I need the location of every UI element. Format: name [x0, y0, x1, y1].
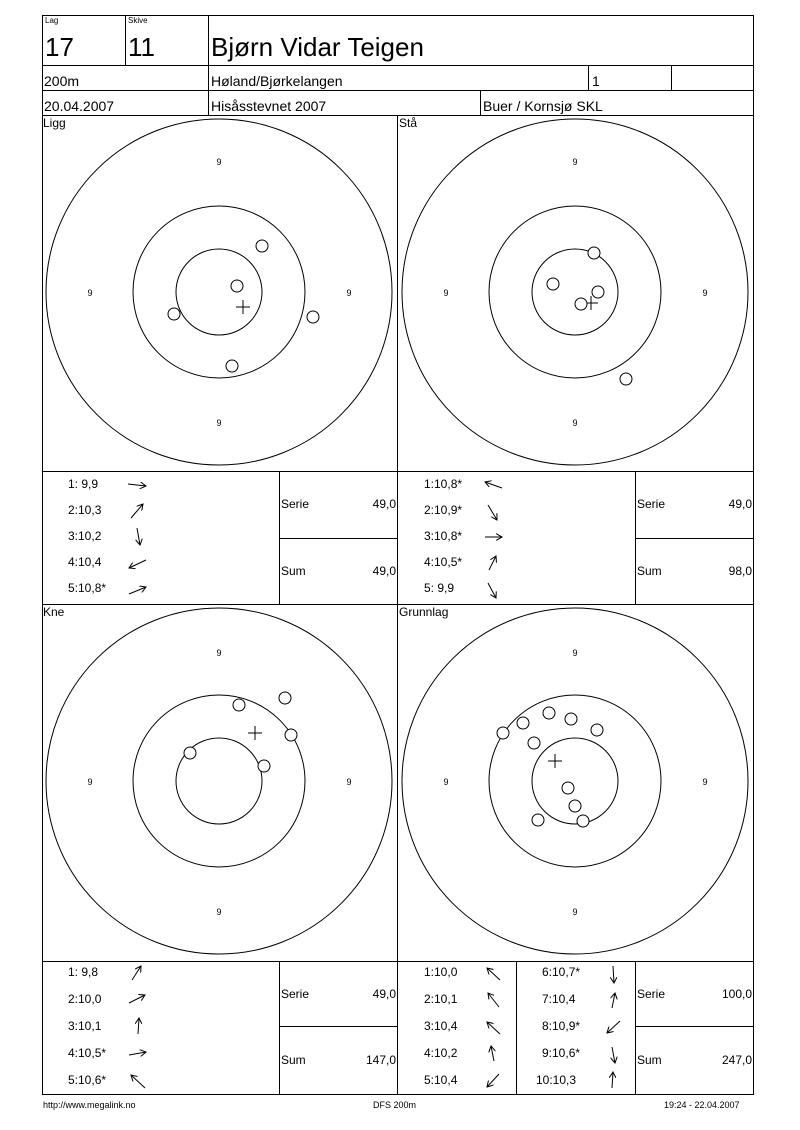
north-arrow	[612, 993, 615, 1008]
serie-value: 49,0	[372, 497, 396, 511]
serie-value: 49,0	[728, 497, 752, 511]
shot-score: 4:10,5*	[68, 1046, 107, 1060]
east-arrow	[128, 484, 146, 486]
shot-score: 8:10,9*	[542, 1019, 581, 1033]
shot-score: 1: 9,8	[68, 965, 99, 979]
ring-label: 9	[572, 157, 578, 167]
footer-printed: 19:24 - 22.04.2007	[664, 1100, 740, 1110]
sum-value: 49,0	[372, 564, 396, 578]
serie-label: Serie	[637, 987, 666, 1001]
club: Høland/Bjørkelangen	[211, 73, 343, 89]
sum-value: 247,0	[721, 1053, 752, 1067]
shot-score: 3:10,8*	[424, 529, 463, 543]
event-name: Hisåsstevnet 2007	[211, 98, 327, 114]
sum-label: Sum	[637, 1053, 662, 1067]
northeast-arrow	[132, 966, 141, 980]
ring-label: 9	[443, 288, 449, 298]
distance: 200m	[44, 73, 80, 89]
ring-label: 9	[87, 777, 93, 787]
shot-score: 5: 9,9	[424, 581, 455, 595]
skive-value: 11	[128, 32, 155, 62]
position-title: Grunnlag	[399, 605, 449, 619]
ring-label: 9	[87, 288, 93, 298]
serie-value: 49,0	[372, 987, 396, 1001]
northeast-arrow	[489, 556, 496, 570]
east-northeast-arrow	[129, 995, 145, 1003]
shot-score: 2:10,0	[68, 992, 102, 1006]
shot-score: 10:10,3	[536, 1073, 577, 1087]
ring-label: 9	[216, 648, 222, 658]
east-arrow	[129, 1052, 146, 1055]
north-arrow	[491, 1046, 494, 1061]
south-arrow	[137, 528, 140, 545]
ring-label: 9	[216, 907, 222, 917]
sum-label: Sum	[281, 564, 306, 578]
north-arrow	[612, 1072, 613, 1088]
sum-value: 147,0	[365, 1053, 396, 1067]
shot-score: 2:10,1	[424, 992, 458, 1006]
lag-label: Lag	[45, 16, 59, 25]
east-northeast-arrow	[129, 587, 146, 594]
ring-label: 9	[346, 288, 352, 298]
shot-score: 4:10,4	[68, 555, 102, 569]
shot-score: 2:10,9*	[424, 503, 463, 517]
southwest-arrow	[607, 1021, 620, 1033]
shot-score: 3:10,1	[68, 1019, 102, 1033]
ring-label: 9	[216, 418, 222, 428]
range-name: Buer / Kornsjø SKL	[483, 98, 603, 114]
serie-label: Serie	[281, 987, 310, 1001]
ring-label: 9	[443, 777, 449, 787]
ring-label: 9	[572, 648, 578, 658]
serie-value: 100,0	[721, 987, 752, 1001]
sum-value: 98,0	[728, 564, 752, 578]
footer-url[interactable]: http://www.megalink.no	[43, 1100, 136, 1110]
shot-score: 3:10,2	[68, 529, 102, 543]
southeast-arrow	[488, 505, 497, 520]
position-title: Ligg	[43, 116, 66, 130]
south-arrow	[613, 966, 614, 983]
shot-score: 5:10,8*	[68, 581, 107, 595]
shot-score: 1:10,8*	[424, 477, 463, 491]
footer-program: DFS 200m	[373, 1100, 417, 1110]
south-arrow	[612, 1047, 615, 1063]
ring-label: 9	[216, 157, 222, 167]
ring-label: 9	[702, 777, 708, 787]
shot-score: 1: 9,9	[68, 477, 99, 491]
northwest-arrow	[131, 1075, 145, 1088]
position-title: Stå	[399, 116, 418, 130]
sum-label: Sum	[637, 564, 662, 578]
shot-score: 5:10,6*	[68, 1073, 107, 1087]
northwest-arrow	[487, 1022, 500, 1034]
ring-label: 9	[346, 777, 352, 787]
ring-label: 9	[572, 907, 578, 917]
position-title: Kne	[43, 605, 65, 619]
northeast-arrow	[131, 504, 143, 518]
northwest-arrow	[487, 968, 500, 980]
shot-score: 3:10,4	[424, 1019, 458, 1033]
shot-score: 2:10,3	[68, 503, 102, 517]
shot-score: 9:10,6*	[542, 1046, 581, 1060]
shot-score: 7:10,4	[542, 992, 576, 1006]
ring-label: 9	[572, 418, 578, 428]
lag-value: 17	[45, 32, 74, 62]
ring-label: 9	[702, 288, 708, 298]
round-number: 1	[592, 73, 600, 89]
skive-label: Skive	[128, 16, 148, 25]
shot-score: 4:10,2	[424, 1046, 458, 1060]
northwest-arrow	[488, 993, 499, 1007]
southwest-arrow	[129, 560, 146, 568]
shot-score: 4:10,5*	[424, 555, 463, 569]
west-arrow	[485, 482, 502, 488]
shot-score: 5:10,4	[424, 1073, 458, 1087]
shot-score: 6:10,7*	[542, 965, 581, 979]
serie-label: Serie	[637, 497, 666, 511]
serie-label: Serie	[281, 497, 310, 511]
southeast-arrow	[488, 583, 496, 598]
sum-label: Sum	[281, 1053, 306, 1067]
southwest-arrow	[487, 1074, 499, 1087]
shot-score: 1:10,0	[424, 965, 458, 979]
north-arrow	[138, 1018, 139, 1034]
date: 20.04.2007	[44, 98, 115, 114]
shooter-name: Bjørn Vidar Teigen	[211, 32, 424, 62]
